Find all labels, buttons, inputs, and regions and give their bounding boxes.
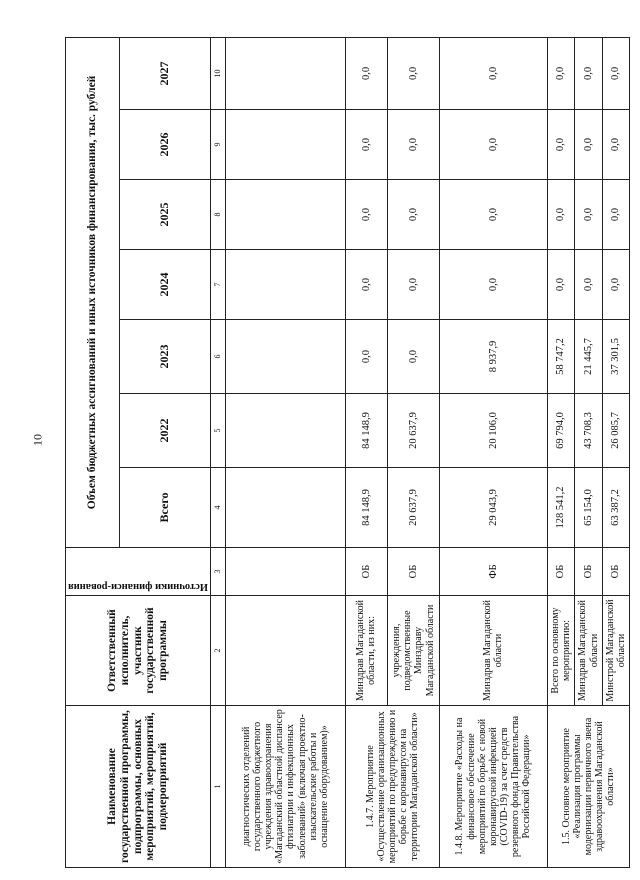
header-executor: Ответственный исполнитель, участник государственной программы xyxy=(66,596,211,706)
row-executor: Всего по основному мероприятию: xyxy=(547,596,574,706)
row-value: 0,0 xyxy=(602,37,629,109)
row-value xyxy=(225,394,345,468)
row-source: ОБ xyxy=(387,548,439,596)
row-value: 0,0 xyxy=(602,180,629,250)
row-value: 0,0 xyxy=(439,37,547,109)
row-value xyxy=(225,180,345,250)
row-value: 20 106,0 xyxy=(439,394,547,468)
row-value: 58 747,2 xyxy=(547,320,574,394)
header-year: 2024 xyxy=(120,250,211,320)
row-executor: Минздрав Магаданской области xyxy=(439,596,547,706)
row-value: 84 148,9 xyxy=(345,394,387,468)
row-executor: Минстрой Магаданской области xyxy=(602,596,629,706)
row-executor: Минздрав Магаданской области xyxy=(575,596,602,706)
row-value: 0,0 xyxy=(547,250,574,320)
row-source: ОБ xyxy=(345,548,387,596)
header-source: Источники финанси-рования xyxy=(66,548,211,596)
row-value xyxy=(225,320,345,394)
row-name: 1.4.8. Мероприятие «Расходы на финансовое обеспечение мероприятий по борьбе с новой коронавирусной инфекцией (COVID-19) за счет средств резервного фонда Правительства Российской Федерации» xyxy=(439,706,547,868)
row-value: 0,0 xyxy=(575,110,602,180)
row-value: 8 937,9 xyxy=(439,320,547,394)
row-value: 63 387,2 xyxy=(602,468,629,548)
row-value: 0,0 xyxy=(387,320,439,394)
row-value: 21 445,7 xyxy=(575,320,602,394)
column-number: 7 xyxy=(210,250,225,320)
row-value: 0,0 xyxy=(547,37,574,109)
row-value: 0,0 xyxy=(602,250,629,320)
row-value: 0,0 xyxy=(575,180,602,250)
column-number: 3 xyxy=(210,548,225,596)
row-value xyxy=(225,37,345,109)
row-value: 20 637,9 xyxy=(387,394,439,468)
row-value: 0,0 xyxy=(547,110,574,180)
table-row xyxy=(547,37,574,867)
row-value: 0,0 xyxy=(439,180,547,250)
page-number: 10 xyxy=(30,434,45,446)
row-value: 26 085,7 xyxy=(602,394,629,468)
row-name: 1.4.7. Мероприятие «Осуществление организационных мероприятий по предупреждению и борьбе с коронавирусом на территории Магаданской области» xyxy=(345,706,439,868)
row-value: 0,0 xyxy=(345,110,387,180)
row-value: 37 301,5 xyxy=(602,320,629,394)
column-number: 9 xyxy=(210,110,225,180)
header-year: 2026 xyxy=(120,110,211,180)
row-value: 0,0 xyxy=(387,180,439,250)
row-source xyxy=(225,548,345,596)
header-year: 2022 xyxy=(120,394,211,468)
row-value: 29 043,9 xyxy=(439,468,547,548)
row-executor xyxy=(225,596,345,706)
header-year: Всего xyxy=(120,468,211,548)
column-number: 4 xyxy=(210,468,225,548)
row-value xyxy=(225,250,345,320)
header-year: 2027 xyxy=(120,37,211,109)
rotated-page xyxy=(65,38,627,868)
header-name: Наименование государственной программы, подпрограммы, основных мероприятий, мероприятий, подмероприятий xyxy=(66,706,211,868)
row-executor: Минздрав Магаданской области, из них: xyxy=(345,596,387,706)
column-number-row xyxy=(210,37,225,867)
row-value: 0,0 xyxy=(387,250,439,320)
row-value: 20 637,9 xyxy=(387,468,439,548)
row-value: 0,0 xyxy=(439,110,547,180)
row-value: 0,0 xyxy=(387,110,439,180)
table-row xyxy=(439,37,547,867)
column-number: 8 xyxy=(210,180,225,250)
column-number: 2 xyxy=(210,596,225,706)
row-value: 0,0 xyxy=(575,37,602,109)
column-number: 10 xyxy=(210,37,225,109)
header-year: 2023 xyxy=(120,320,211,394)
row-value: 0,0 xyxy=(602,110,629,180)
row-value: 0,0 xyxy=(439,250,547,320)
row-value: 0,0 xyxy=(345,250,387,320)
row-value: 43 708,3 xyxy=(575,394,602,468)
row-value: 0,0 xyxy=(547,180,574,250)
row-value: 0,0 xyxy=(345,180,387,250)
row-value: 0,0 xyxy=(387,37,439,109)
header-year: 2025 xyxy=(120,180,211,250)
row-source: ОБ xyxy=(575,548,602,596)
row-executor: учреждения, подведомственные Минздраву Магаданской области xyxy=(387,596,439,706)
row-source: ФБ xyxy=(439,548,547,596)
row-source: ОБ xyxy=(547,548,574,596)
row-value: 65 154,0 xyxy=(575,468,602,548)
row-value: 0,0 xyxy=(345,320,387,394)
row-value: 0,0 xyxy=(345,37,387,109)
row-value: 69 794,0 xyxy=(547,394,574,468)
table-row xyxy=(345,37,387,867)
column-number: 1 xyxy=(210,706,225,868)
row-value: 0,0 xyxy=(575,250,602,320)
row-value: 128 541,2 xyxy=(547,468,574,548)
row-source: ОБ xyxy=(602,548,629,596)
row-name: 1.5. Основное мероприятие «Реализация программы модернизации первичного звена здравоохранения Магаданской области» xyxy=(547,706,629,868)
row-name: диагностических отделений государственного бюджетного учреждения здравоохранения «Магаданский областной диспансер фтизиатрии и инфекционных заболеваний» (включая проектно-изыскательские работы и оснащение оборудованием)» xyxy=(225,706,345,868)
row-value xyxy=(225,110,345,180)
header-funding-group: Объем бюджетных ассигнований и иных источников финансирования, тыс. рублей xyxy=(66,37,120,547)
financing-table xyxy=(65,37,630,868)
table-row xyxy=(225,37,345,867)
row-value: 84 148,9 xyxy=(345,468,387,548)
column-number: 5 xyxy=(210,394,225,468)
column-number: 6 xyxy=(210,320,225,394)
row-value xyxy=(225,468,345,548)
